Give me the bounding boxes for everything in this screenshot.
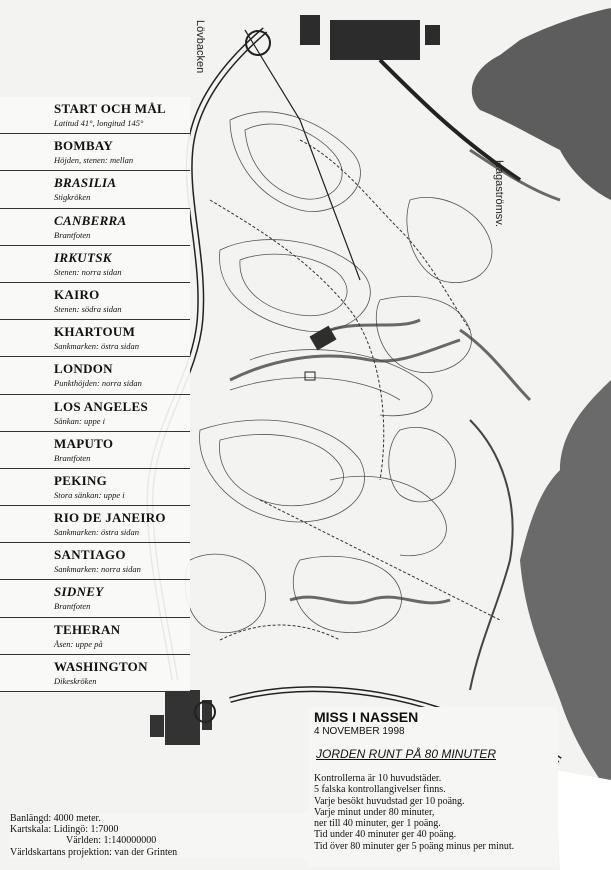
event-title: MISS I NASSEN — [314, 709, 419, 725]
control-description: Brantfoten — [54, 452, 91, 463]
control-name: KAIRO — [54, 286, 100, 302]
control-name: START OCH MÅL — [54, 101, 167, 116]
control-description: Sankmarken: norra sidan — [54, 564, 141, 575]
event-info-panel — [308, 707, 558, 867]
rule-line: Tid över 80 minuter ger 5 poäng minus per minut. — [314, 840, 515, 852]
control-row — [0, 543, 190, 580]
control-description: Stenen: södra sidan — [54, 303, 122, 314]
control-name: SIDNEY — [54, 584, 104, 600]
control-description: Punkthöjden: norra sidan — [54, 378, 142, 389]
control-row — [0, 469, 190, 506]
control-name: LOS ANGELES — [54, 398, 148, 414]
control-description: Sänkan: uppe i — [54, 415, 105, 426]
event-rules — [314, 773, 514, 852]
control-name: TEHERAN — [54, 621, 121, 637]
control-name: RIO DE JANEIRO — [54, 510, 166, 526]
control-row — [0, 320, 190, 357]
control-row — [0, 580, 190, 617]
control-row — [0, 395, 190, 432]
control-row — [0, 618, 190, 655]
control-legend — [0, 97, 190, 692]
map-scale-lidingo: Kartskala: Lidingö: 1:7000 — [10, 824, 119, 836]
control-name: KHARTOUM — [54, 324, 136, 340]
control-description: Brantfoten — [54, 601, 91, 612]
control-description: Sankmarken: östra sidan — [54, 527, 139, 538]
control-row — [0, 134, 190, 171]
road-label-east: Hagaströmsv. — [493, 160, 505, 228]
course-info — [10, 813, 310, 858]
control-row — [0, 357, 190, 394]
control-row — [0, 506, 190, 543]
control-name: BRASILIA — [54, 175, 117, 191]
control-description: Stigkröken — [54, 192, 91, 203]
control-description: Dikeskröken — [54, 675, 97, 686]
control-description: Latitud 41°, longitud 145° — [54, 118, 144, 128]
control-description: Åsen: uppe på — [54, 638, 103, 649]
control-name: MAPUTO — [54, 435, 114, 451]
rule-line: 5 falska kontrollangivelser finns. — [314, 784, 446, 796]
control-description: Stora sänkan: uppe i — [54, 489, 125, 500]
control-row — [0, 283, 190, 320]
control-description: Sankmarken: östra sidan — [54, 341, 139, 352]
control-name: IRKUTSK — [54, 249, 112, 265]
control-row — [0, 171, 190, 208]
page-edge — [555, 770, 611, 870]
event-date: 4 NOVEMBER 1998 — [314, 726, 405, 737]
control-description: Höjden, stenen: mellan — [54, 155, 134, 166]
control-name: BOMBAY — [54, 138, 114, 154]
control-name: WASHINGTON — [54, 658, 148, 674]
control-name: SANTIAGO — [54, 547, 126, 563]
control-description: Stenen: norra sidan — [54, 266, 122, 277]
road-label-west: Lövbacken — [194, 20, 206, 74]
event-subtitle: JORDEN RUNT PÅ 80 MINUTER — [316, 747, 497, 761]
control-name: PEKING — [54, 472, 108, 488]
control-description: Brantfoten — [54, 229, 91, 240]
course-length: Banlängd: 4000 meter. — [10, 813, 101, 824]
map-scale-world: Världen: 1:140000000 — [66, 835, 157, 847]
rule-line: Varje minut under 80 minuter, — [314, 806, 435, 818]
control-name: CANBERRA — [54, 212, 127, 228]
rule-line: ner till 40 minuter, ger 1 poäng. — [314, 818, 441, 830]
control-row — [0, 246, 190, 283]
control-row — [0, 97, 190, 134]
control-row — [0, 432, 190, 469]
rule-line: Tid under 40 minuter ger 40 poäng. — [314, 829, 457, 841]
world-projection: Världskartans projektion: van der Grinten — [10, 846, 178, 858]
control-name: LONDON — [54, 361, 113, 377]
control-row — [0, 209, 190, 246]
rule-line: Kontrollerna är 10 huvudstäder. — [314, 773, 442, 784]
control-row — [0, 655, 190, 692]
rule-line: Varje besökt huvudstad ger 10 poäng. — [314, 795, 465, 807]
